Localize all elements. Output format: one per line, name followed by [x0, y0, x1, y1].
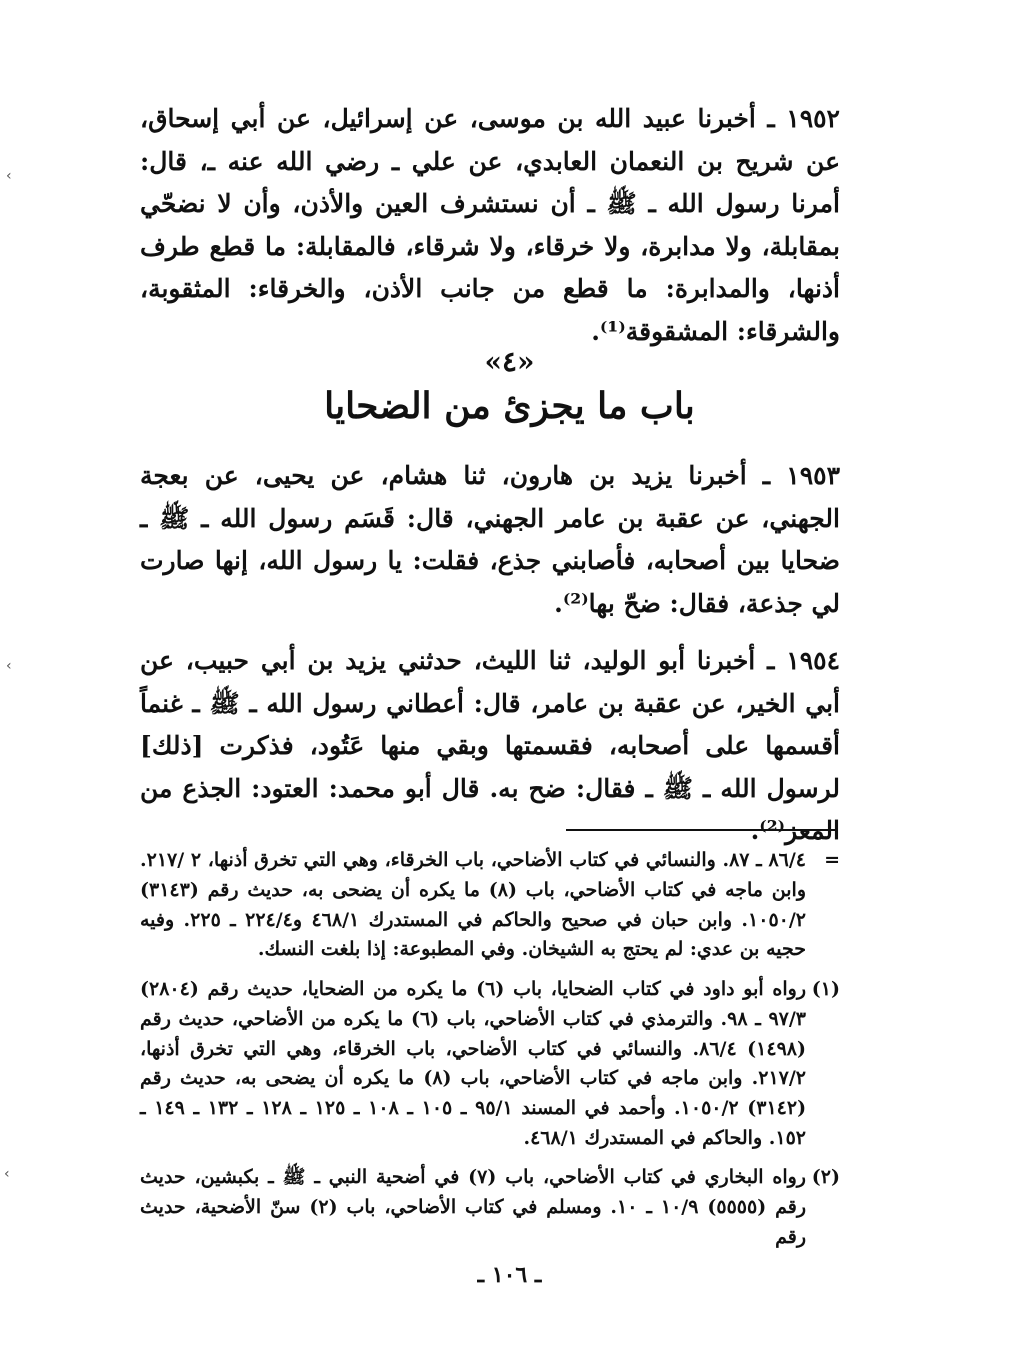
footnote-separator	[566, 829, 838, 831]
chapter-number: «٤»	[484, 345, 535, 378]
footnote-text: رواه أبو داود في كتاب الضحايا، باب (٦) ما يكره من الضحايا، حديث رقم (٢٨٠٤) ٩٧/٣ ـ ٩٨. والترمذي في كتاب الأضاحي، باب (٦) ما يكره من الأضاحي، حديث رقم (١٤٩٨) ٨٦/٤. والنسائي في كتاب الأضاحي، باب الخرقاء، وهي التي تخرق أذنها، ٢١٧/٢. وابن ماجه في كتاب الأضاحي، باب (٨) ما يكره أن يضحى به، حديث رقم (٣١٤٢) ١٠٥٠/٢. وأحمد في المسند ٩٥/١ ـ ١٠٥ ـ ١٠٨ ـ ١٢٥ ـ ١٢٨ ـ ١٣٢ ـ ١٤٩ ـ ١٥٢. والحاكم في المستدرك ٤٦٨/١.	[140, 978, 807, 1149]
hadith-text: ـ أخبرنا أبو الوليد، ثنا الليث، حدثني يزيد بن أبي حبيب، عن أبي الخير، عن عقبة بن عامر، قال: أعطاني رسول الله ـ ﷺ ـ غنماً أقسمها على أصحابه، فقسمتها وبقي منها عَتُود، فذكرت [ذلك] لرسول الله ـ ﷺ ـ فقال: ضح به. قال أبو محمد: العتود: الجذع من المعز⁽²⁾.	[140, 646, 840, 845]
hadith-text: ـ أخبرنا يزيد بن هارون، ثنا هشام، عن يحيى، عن بعجة الجهني، عن عقبة بن عامر الجهني، قال: قَسَم رسول الله ـ ﷺ ـ ضحايا بين أصحابه، فأصابني جذع، فقلت: يا رسول الله، إنها صارت لي جذعة، فقال: ضحّ بها⁽²⁾.	[140, 461, 840, 618]
hadith-text: ـ أخبرنا عبيد الله بن موسى، عن إسرائيل، عن أبي إسحاق، عن شريح بن النعمان العابدي، عن علي ـ رضي الله عنه ـ، قال: أمرنا رسول الله ـ ﷺ ـ أن نستشرف العين والأذن، وأن لا نضحّي بمقابلة، ولا مدابرة، ولا خرقاء، ولا شرقاء، فالمقابلة: ما قطع طرف أذنها، والمدابرة: ما قطع من جانب الأذن، والخرقاء: المثقوبة، والشرقاء: المشقوقة⁽¹⁾.	[140, 104, 840, 346]
scan-mark: ‹	[6, 658, 12, 674]
hadith-1953	[140, 455, 840, 625]
hadith-number: ١٩٥٣	[786, 461, 840, 490]
page-number: ـ ١٠٦ ـ	[477, 1262, 542, 1288]
chapter-title: باب ما يجزئ من الضحايا	[324, 385, 695, 427]
hadith-1954	[140, 640, 840, 853]
footnote-text: رواه البخاري في كتاب الأضاحي، باب (٧) في أضحية النبي ـ ﷺ ـ بكبشين، حديث رقم (٥٥٥٥) ١٠/٩ ـ ١٠. ومسلم في كتاب الأضاحي، باب (٢) سنّ الأضحية، حديث رقم	[140, 1166, 807, 1248]
footnote-mark: (٢)	[811, 1166, 840, 1188]
scan-mark: ‹	[4, 1166, 10, 1182]
hadith-1952	[140, 98, 840, 353]
footnote-text: ٨٦/٤ ـ ٨٧. والنسائي في كتاب الأضاحي، باب الخرقاء، وهي التي تخرق أذنها، ٢ /٢١٧. وابن ماجه في كتاب الأضاحي، باب (٨) ما يكره أن يضحى به، حديث رقم (٣١٤٣) ١٠٥٠/٢. وابن حبان في صحيح والحاكم في المستدرك ٤٦٨/١ و٢٢٤/٤ ـ ٢٢٥. وفيه حجيه بن عدي: لم يحتج به الشيخان. وفي المطبوعة: إذا بلغت النسك.	[140, 849, 807, 961]
footnote-continued	[140, 846, 840, 965]
hadith-number: ١٩٥٤	[786, 646, 840, 675]
hadith-number: ١٩٥٢	[786, 104, 840, 133]
footnote-2	[140, 1163, 840, 1252]
footnote-1	[140, 975, 840, 1154]
footnote-mark: (١)	[811, 978, 840, 1000]
footnote-mark: =	[824, 849, 840, 871]
scan-mark: ‹	[6, 168, 12, 184]
